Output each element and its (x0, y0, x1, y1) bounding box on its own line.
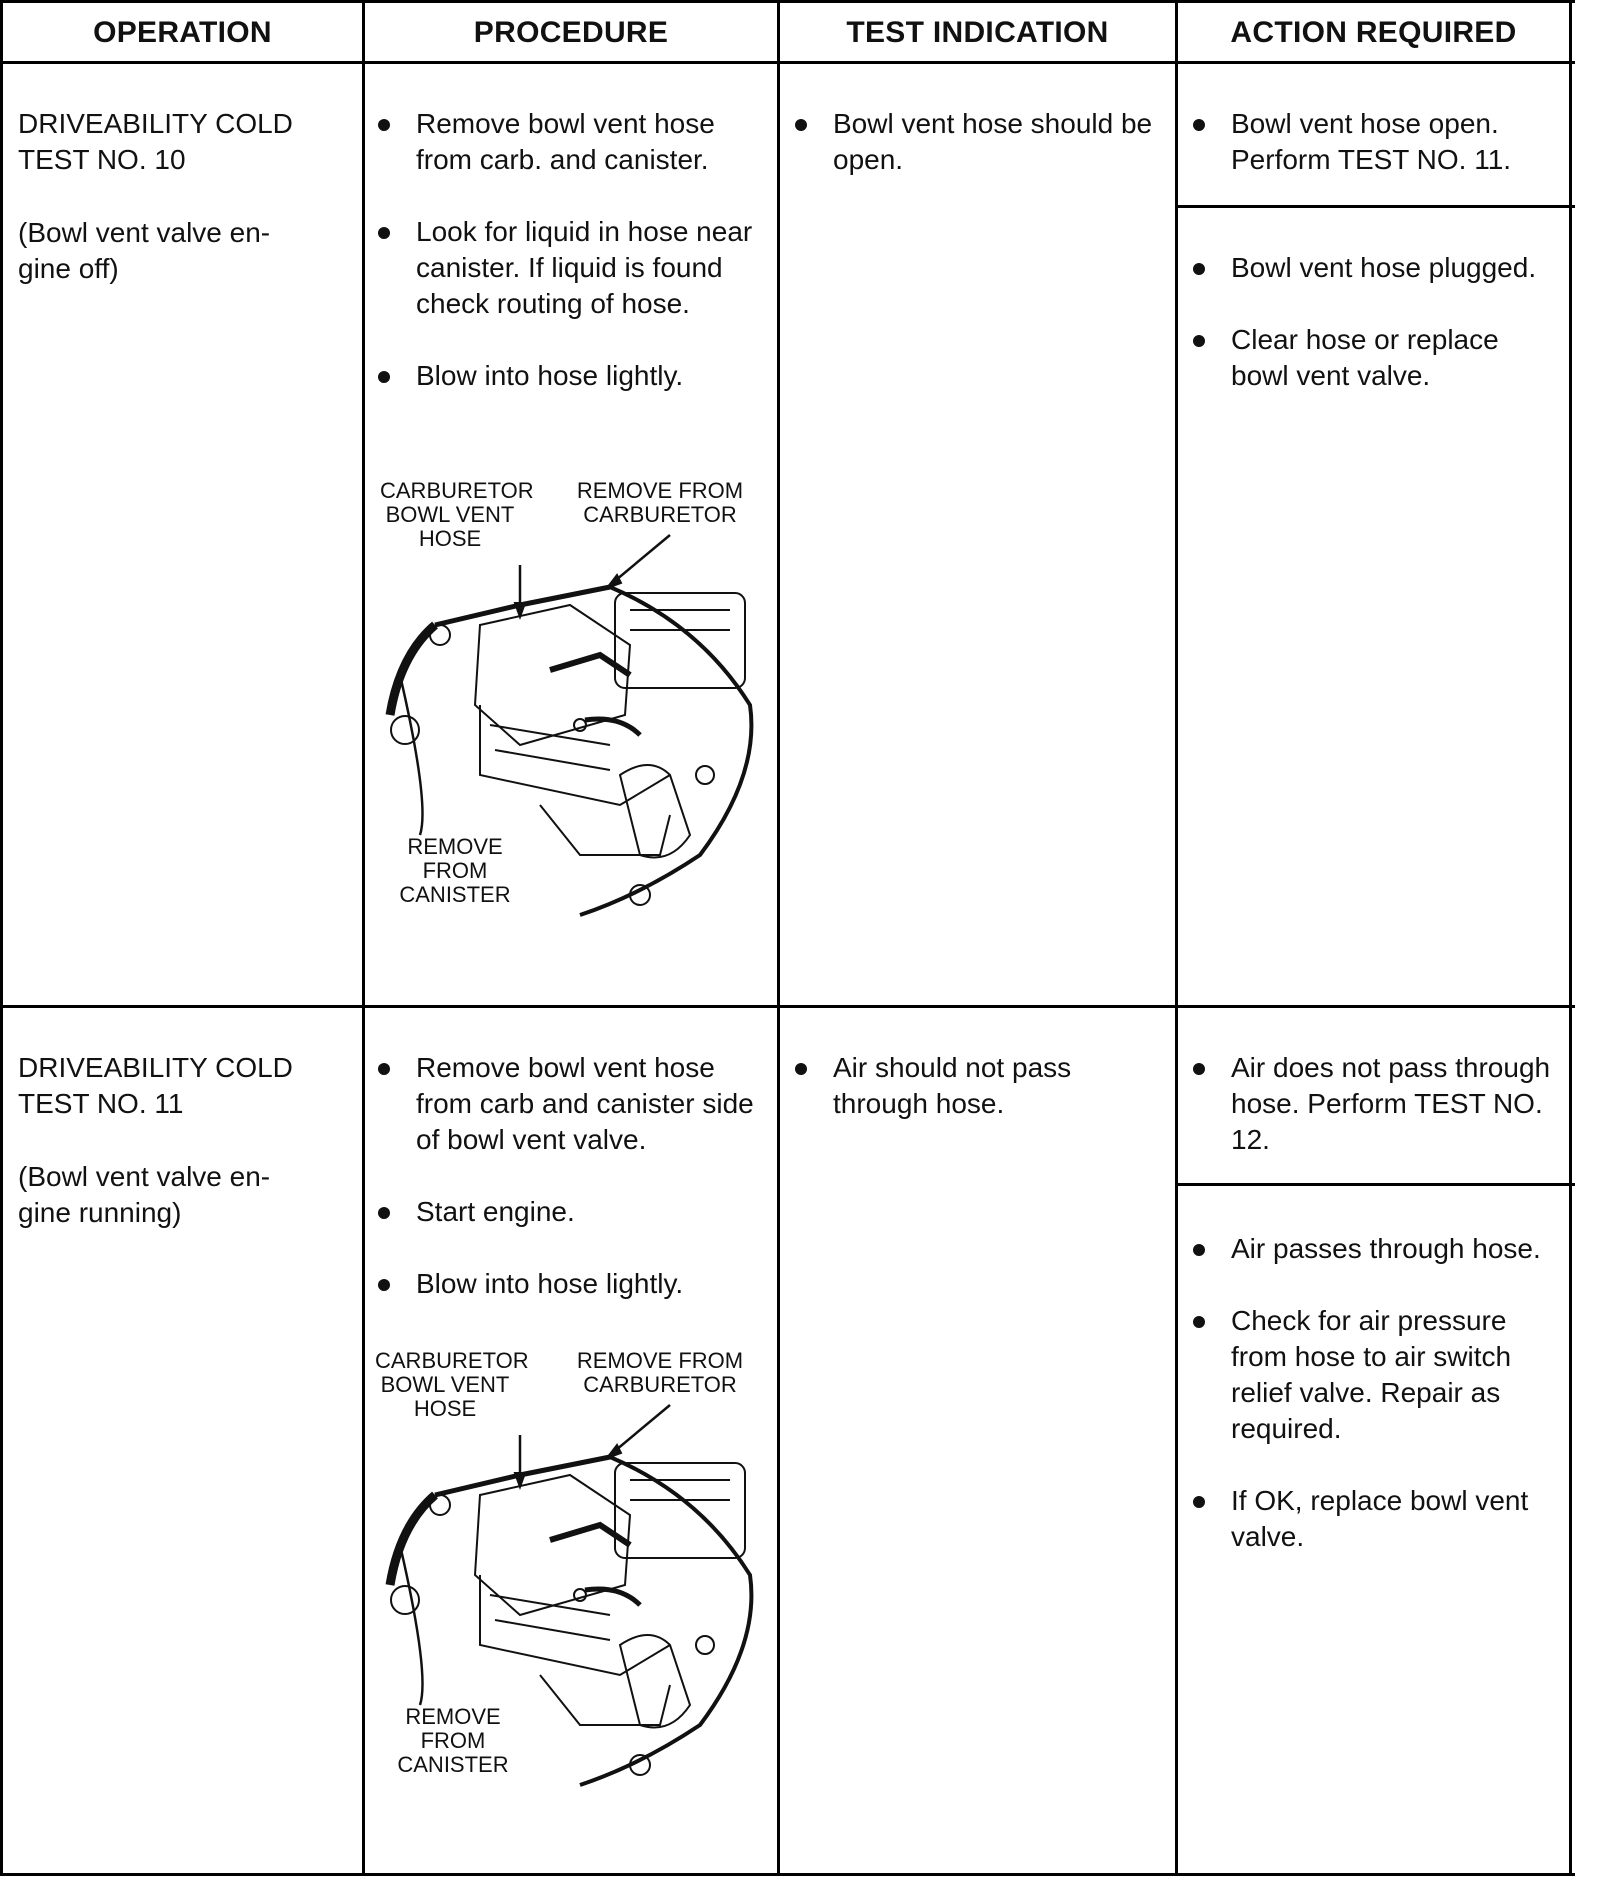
bullet-icon (1193, 119, 1205, 131)
bullet-icon (1193, 1316, 1205, 1328)
table-left-border (0, 0, 3, 1876)
test-indication-list (795, 1050, 1155, 1158)
row-divider (0, 1005, 1575, 1008)
label-remove-canister: REMOVE FROM CANISTER (399, 834, 511, 907)
list-item: Bowl vent hose should be open. (795, 106, 1155, 178)
list-item: Remove bowl vent hose from carb. and canister. (378, 106, 763, 178)
engine-diagram (370, 1345, 770, 1795)
bullet-icon (1193, 263, 1205, 275)
list-item: Look for liquid in hose near canister. If liquid is found check routing of hose. (378, 214, 763, 322)
action-upper-list (1193, 1050, 1563, 1194)
label-remove-carburetor: REMOVE FROM CARBURETOR (576, 478, 744, 527)
table-bottom-border (0, 1873, 1575, 1876)
header-test-indication: TEST INDICATION (846, 16, 1109, 49)
col-divider-3 (1175, 0, 1178, 1876)
operation-note: (Bowl vent valve en- gine off) (18, 217, 271, 284)
bullet-icon (795, 1063, 807, 1075)
list-item: Clear hose or replace bowl vent valve. (1193, 322, 1553, 394)
test-indication-list (795, 106, 1155, 214)
bullet-icon (378, 1207, 390, 1219)
action-lower-list (1193, 250, 1553, 430)
label-carburetor-hose: CARBURETOR BOWL VENT HOSE (380, 478, 534, 551)
bullet-icon (1193, 335, 1205, 347)
label-remove-canister: REMOVE FROM CANISTER (397, 1704, 509, 1777)
list-item: Bowl vent hose plugged. (1193, 250, 1553, 286)
label-carburetor-hose: CARBURETOR BOWL VENT HOSE (375, 1348, 529, 1421)
list-item: Air should not pass through hose. (795, 1050, 1155, 1122)
bullet-icon (378, 119, 390, 131)
operation-note: (Bowl vent valve en- gine running) (18, 1161, 271, 1228)
list-item: Blow into hose lightly. (378, 1266, 763, 1302)
header-operation: OPERATION (93, 16, 272, 49)
list-item: Air passes through hose. (1193, 1231, 1563, 1267)
engine-diagram (370, 475, 770, 925)
bullet-icon (378, 1063, 390, 1075)
label-remove-carburetor: REMOVE FROM CARBURETOR (576, 1348, 744, 1397)
list-item: Air does not pass through hose. Perform TEST NO. 12. (1193, 1050, 1563, 1158)
list-item: Remove bowl vent hose from carb and canister side of bowl vent valve. (378, 1050, 763, 1158)
col-divider-2 (777, 0, 780, 1876)
procedure-list (378, 1050, 763, 1338)
bullet-icon (1193, 1244, 1205, 1256)
bullet-icon (378, 371, 390, 383)
operation-title: DRIVEABILITY COLD TEST NO. 11 (18, 1052, 293, 1119)
engine-illustration (370, 1345, 770, 1795)
bullet-icon (1193, 1063, 1205, 1075)
table-top-border (0, 0, 1575, 3)
list-item: Bowl vent hose open. Perform TEST NO. 11. (1193, 106, 1563, 178)
list-item: If OK, replace bowl vent valve. (1193, 1483, 1563, 1555)
bullet-icon (378, 1279, 390, 1291)
procedure-list (378, 106, 763, 430)
list-item: Check for air pressure from hose to air switch relief valve. Repair as required. (1193, 1303, 1563, 1447)
bullet-icon (1193, 1496, 1205, 1508)
action-upper-list (1193, 106, 1563, 214)
col-divider-1 (362, 0, 365, 1876)
header-action-required: ACTION REQUIRED (1230, 16, 1517, 49)
list-item: Start engine. (378, 1194, 763, 1230)
engine-illustration (370, 475, 770, 925)
list-item: Blow into hose lightly. (378, 358, 763, 394)
bullet-icon (795, 119, 807, 131)
header-procedure: PROCEDURE (473, 16, 669, 49)
table-right-border (1569, 0, 1572, 1876)
action-lower-list (1193, 1231, 1563, 1591)
operation-title: DRIVEABILITY COLD TEST NO. 10 (18, 108, 293, 175)
bullet-icon (378, 227, 390, 239)
